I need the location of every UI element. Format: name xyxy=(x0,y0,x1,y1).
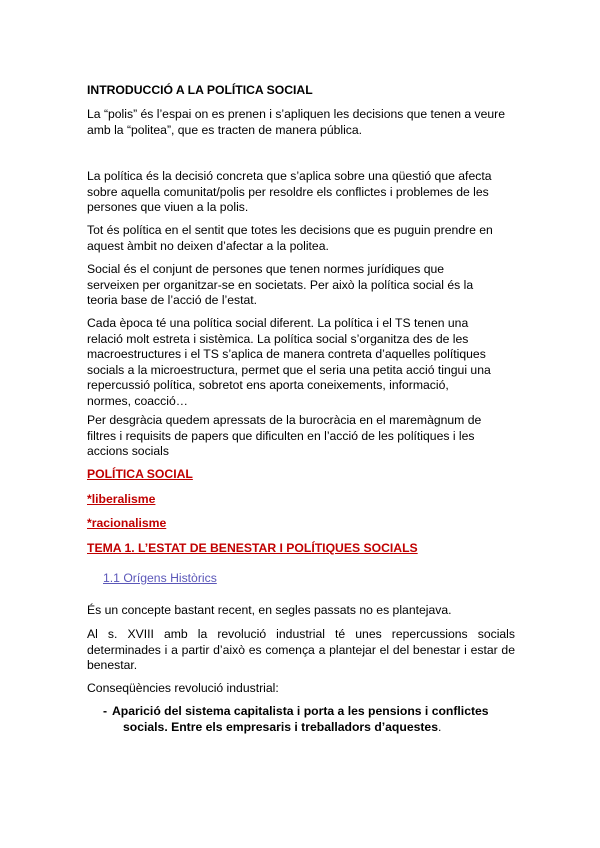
bullet-item-line-2 xyxy=(103,720,503,736)
link-liberalisme[interactable]: *liberalisme xyxy=(87,492,156,506)
link-racionalisme[interactable]: *racionalisme xyxy=(87,516,167,530)
paragraph-segle-xviii: Al s. XVIII amb la revolució industrial té unes repercussions socials determinades i a partir d’això es comença a plantejar el del benestar i estar de benestar. xyxy=(87,627,515,672)
paragraph-polis: La “polis” és l’espai on es prenen i s’apliquen les decisions que tenen a veure amb la “politea”, que es tracten de manera pública. xyxy=(87,107,506,137)
link-tema-1-estat-de-benestar[interactable]: TEMA 1. L’ESTAT DE BENESTAR I POLÍTIQUES SOCIALS xyxy=(87,541,418,555)
bullet-item-line-2-text: socials. Entre els empresaris i treballadors d’aquestes xyxy=(123,719,438,734)
paragraph-tot-es-politica: Tot és política en el sentit que totes les decisions que es puguin prendre en aquest àmbit no deixen d’afectar a la politea. xyxy=(87,223,493,253)
link-origens-historics[interactable]: 1.1 Orígens Històrics xyxy=(103,571,217,585)
bullet-item-line-1: Aparició del sistema capitalista i porta a les pensions i conflictes xyxy=(112,704,489,718)
document-title: INTRODUCCIÓ A LA POLÍTICA SOCIAL xyxy=(87,83,313,97)
paragraph-desgracia: Per desgràcia quedem apressats de la burocràcia en el maremàgnum de filtres i requisits de papers que dificulten en l’acció de les polítiques i les accions socials xyxy=(87,413,482,458)
paragraph-politica: La política és la decisió concreta que s’aplica sobre una qüestió que afecta sobre aquella comunitat/polis per resoldre els conflictes i problemes de les persones que viuen a la polis. xyxy=(87,169,492,214)
bullet-dash: - xyxy=(103,704,108,718)
paragraph-cada-epoca: Cada època té una política social diferent. La política i el TS tenen una relació molt estreta i sistèmica. La política social s’organitza des de les macroestructures i el TS s’aplica de manera contreta d’aquelles polítiques socials a la microestructura, permet que el seria una petita acció tingui una repercussió política, sobretot ens aporta coneixements, informació, normes, coacció… xyxy=(87,316,491,408)
bullet-list xyxy=(103,704,503,735)
paragraph-consequencies: Conseqüències revolució industrial: xyxy=(87,681,279,695)
bullet-item-period: . xyxy=(438,719,442,734)
link-politica-social[interactable]: POLÍTICA SOCIAL xyxy=(87,467,193,481)
paragraph-concepte-recent: És un concepte bastant recent, en segles passats no es plantejava. xyxy=(87,603,452,617)
paragraph-social: Social és el conjunt de persones que tenen normes jurídiques que serveixen per organitzar-se en societats. Per això la política social és la teoria base de l’acció de l’estat. xyxy=(87,262,474,307)
